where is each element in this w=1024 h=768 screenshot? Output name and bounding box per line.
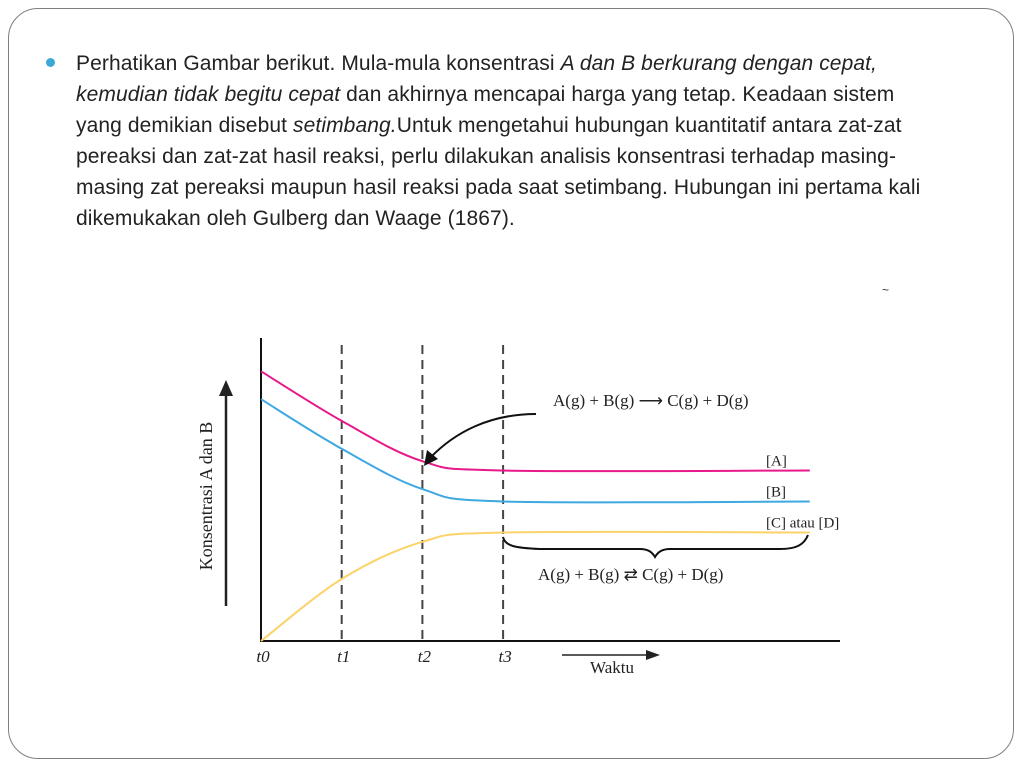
paragraph-segment: setimbang. [293, 114, 397, 137]
stray-mark: ~ [882, 283, 890, 297]
x-tick-label: t2 [417, 647, 432, 666]
paragraph-segment: A dan B berkurang dengan cepat, kemudian tidak begitu cepat [76, 52, 877, 106]
y-arrow-head [219, 380, 233, 396]
equilibrium-reaction-text: A(g) + B(g) ⇄ C(g) + D(g) [538, 565, 724, 584]
paragraph-segment: Untuk mengetahui hubungan kuantitatif antara zat-zat pereaksi dan zat-zat hasil reaksi, perlu dilakukan analisis konsentrasi terhadap masing-masing zat pereaksi maupun hasil reaksi pada saat setimbang. Hubungan ini pertama kali dikemukakan oleh Gulberg dan Waage (1867). [76, 114, 921, 230]
series-label-0: [A] [766, 453, 787, 470]
x-tick-label: t1 [337, 647, 351, 666]
equilibrium-brace [503, 535, 808, 557]
x-tick-label: t3 [498, 647, 512, 666]
series-label-2: [C] atau [D] [766, 515, 840, 532]
x-axis-label: Waktu [590, 658, 634, 677]
paragraph-segment: dan akhirnya mencapai harga yang tetap. Keadaan sistem yang demikian disebut [76, 83, 895, 137]
y-axis-label: Konsentrasi A dan B [196, 421, 216, 571]
forward-reaction-text: A(g) + B(g) ⟶ C(g) + D(g) [553, 391, 749, 410]
paragraph-segment: Perhatikan Gambar berikut. Mula-mula konsentrasi [76, 52, 561, 75]
x-tick-label: t0 [256, 647, 270, 666]
series-label-1: [B] [766, 484, 786, 501]
series-line-0 [261, 371, 810, 471]
forward-reaction-arrow [430, 414, 536, 458]
x-arrow-head [646, 650, 660, 660]
